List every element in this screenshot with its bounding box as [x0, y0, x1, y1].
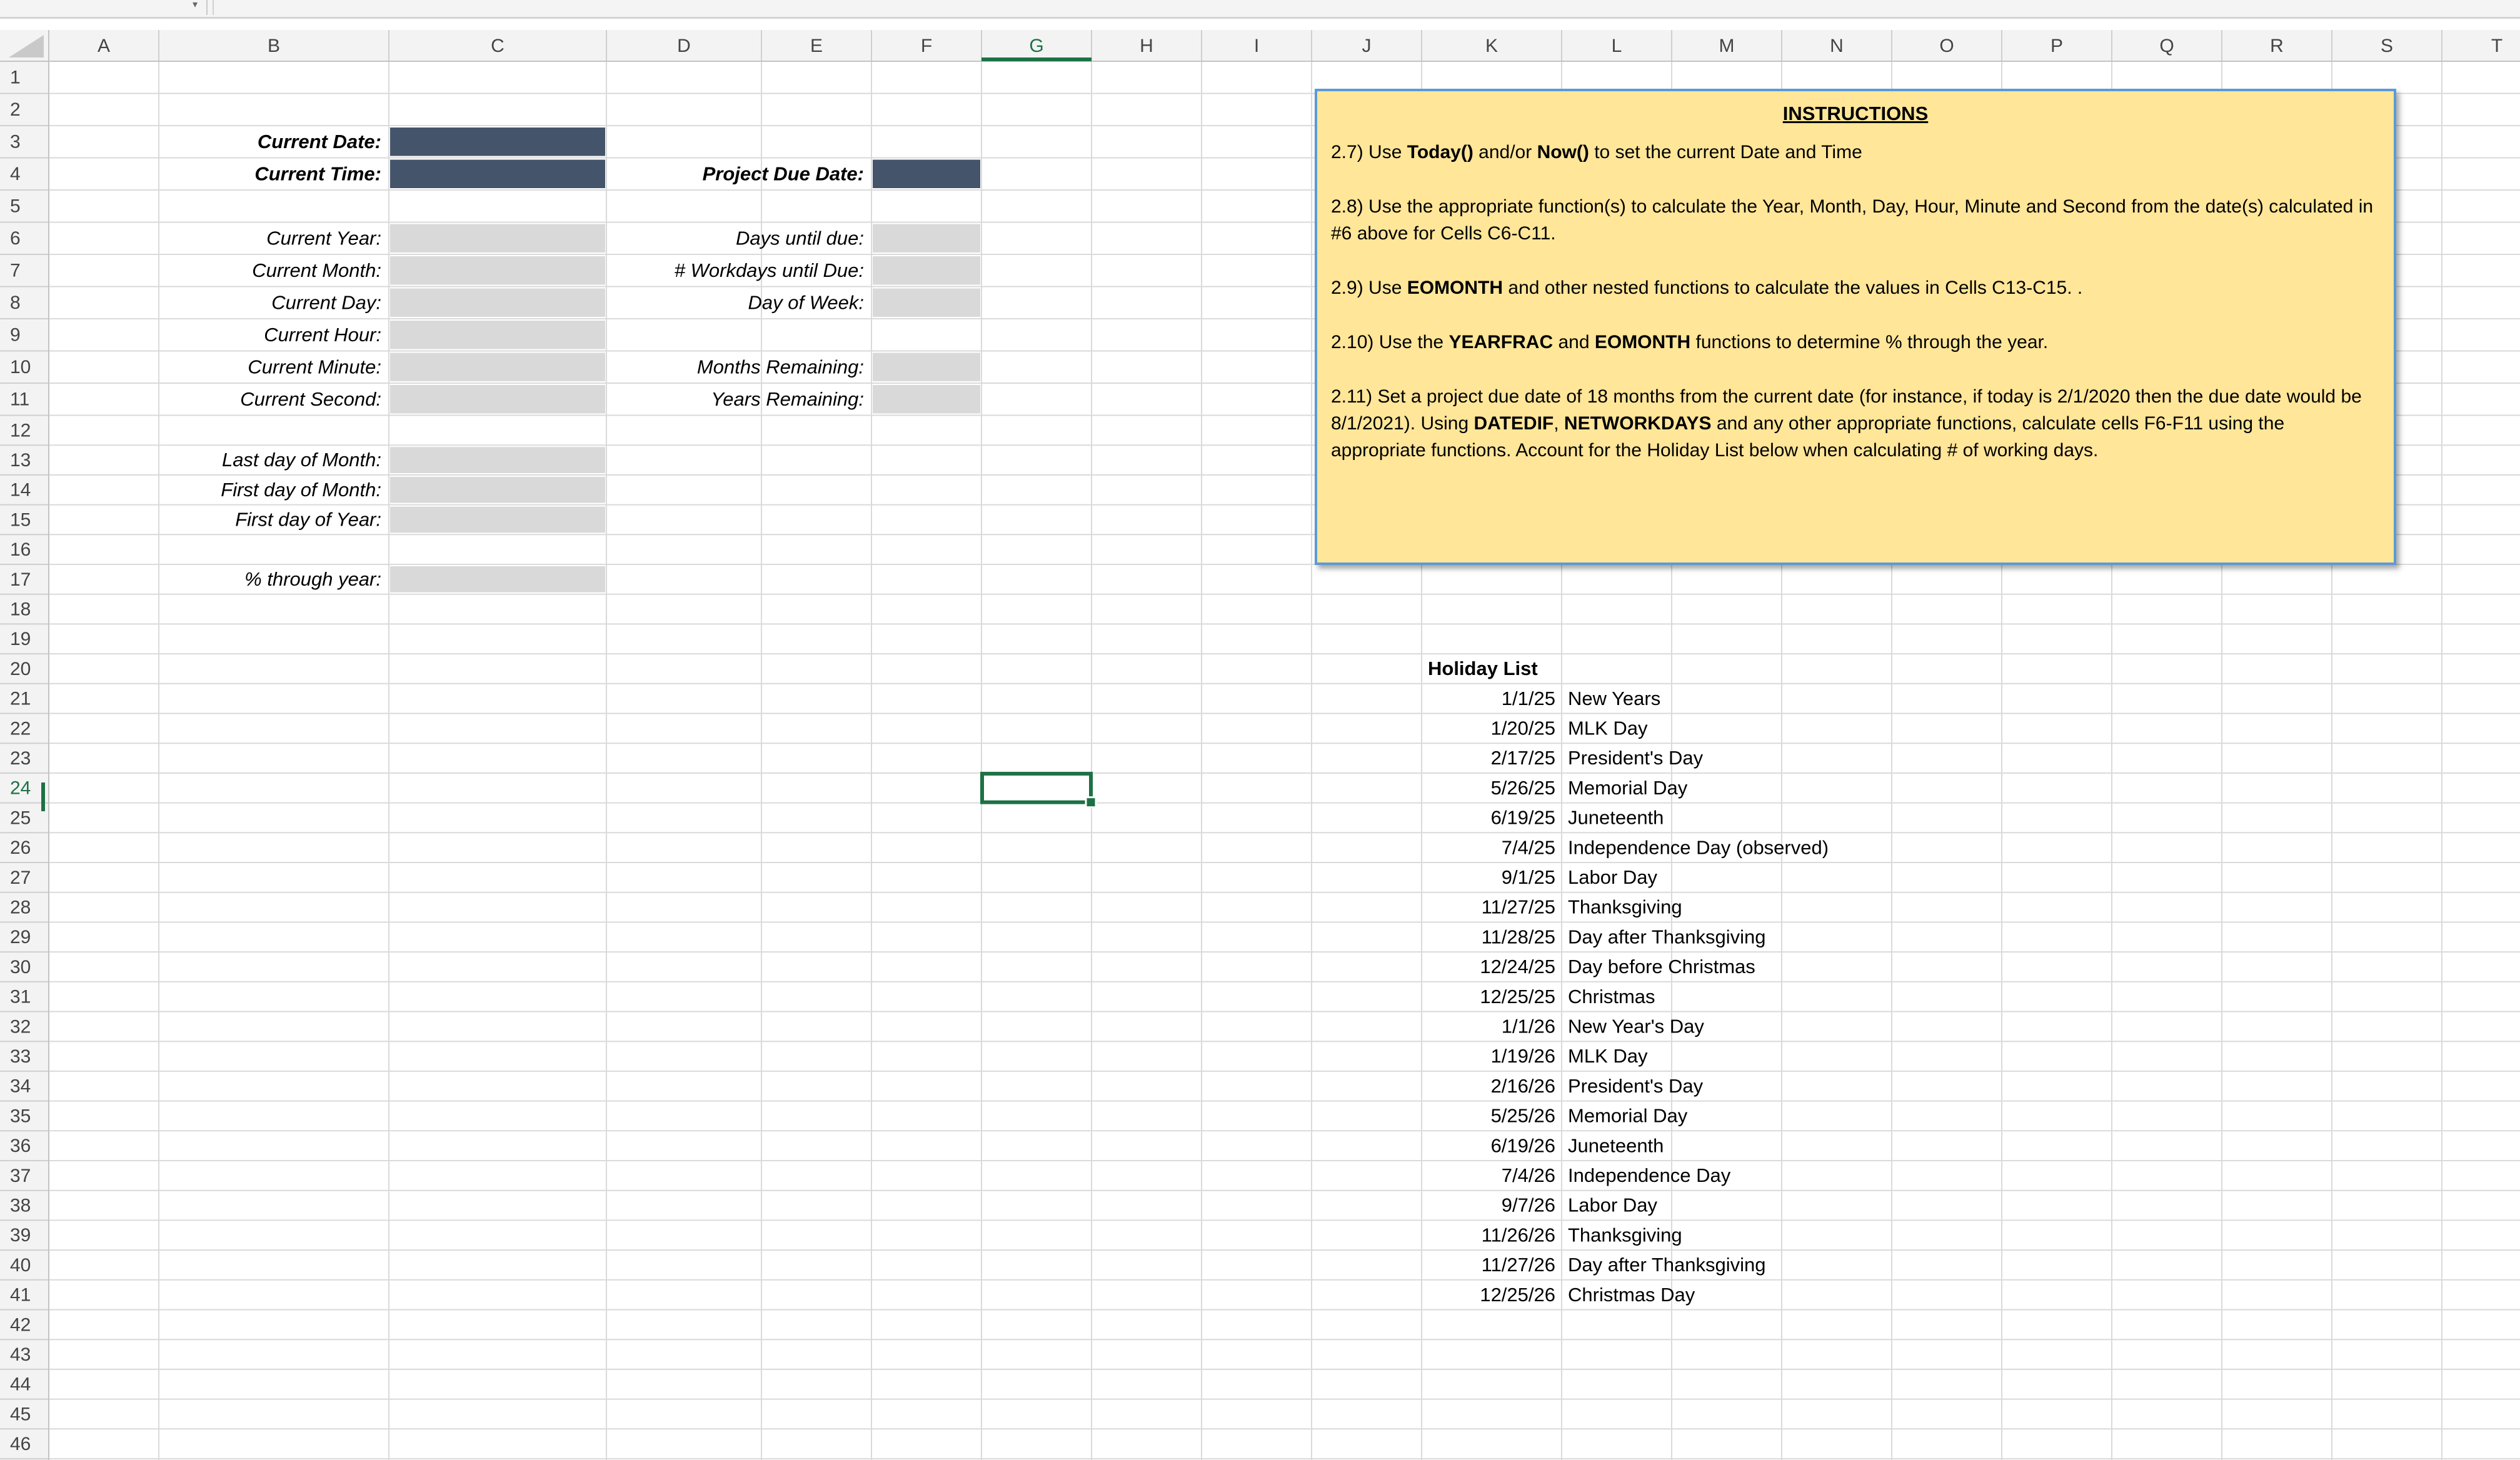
holiday-date: 9/1/25	[1501, 866, 1555, 889]
holiday-name: Independence Day	[1568, 1164, 1731, 1187]
row-header-17[interactable]: 17	[10, 569, 31, 590]
row-header-14[interactable]: 14	[10, 479, 31, 501]
row-header-34[interactable]: 34	[10, 1076, 31, 1097]
label-b15: First day of Year:	[235, 508, 381, 531]
input-cell-c14[interactable]	[390, 477, 605, 503]
input-cell-c6[interactable]	[390, 224, 605, 253]
row-header-1[interactable]: 1	[10, 67, 21, 88]
holiday-date: 12/25/25	[1480, 985, 1555, 1008]
holiday-date: 5/25/26	[1490, 1104, 1555, 1127]
row-header-43[interactable]: 43	[10, 1344, 31, 1365]
label-e7: # Workdays until Due:	[674, 259, 864, 281]
input-cell-c11[interactable]	[390, 385, 605, 414]
holiday-date: 5/26/25	[1490, 776, 1555, 799]
holiday-date: 11/27/25	[1481, 896, 1555, 918]
input-cell-c17[interactable]	[390, 566, 605, 592]
column-header-g[interactable]: G	[1029, 35, 1044, 56]
column-header-d[interactable]: D	[677, 35, 691, 56]
holiday-name: Thanksgiving	[1568, 1224, 1682, 1246]
label-b9: Current Hour:	[264, 323, 381, 346]
row-header-18[interactable]: 18	[10, 599, 31, 620]
holiday-name: Labor Day	[1568, 866, 1658, 889]
column-header-b[interactable]: B	[267, 35, 281, 56]
label-b13: Last day of Month:	[221, 449, 381, 471]
row-header-16[interactable]: 16	[10, 539, 31, 561]
column-header-l[interactable]: L	[1611, 35, 1622, 56]
column-header-q[interactable]: Q	[2159, 35, 2174, 56]
holiday-name: New Year's Day	[1568, 1015, 1704, 1038]
holiday-name: Labor Day	[1568, 1194, 1658, 1216]
holiday-date: 11/26/26	[1481, 1224, 1555, 1246]
row-header-27[interactable]: 27	[10, 867, 31, 888]
column-header-t[interactable]: T	[2491, 35, 2503, 56]
row-header-41[interactable]: 41	[10, 1284, 31, 1306]
holiday-name: Independence Day (observed)	[1568, 836, 1829, 859]
row-header-30[interactable]: 30	[10, 956, 31, 978]
holiday-name: President's Day	[1568, 1074, 1704, 1097]
input-cell-f7[interactable]	[873, 256, 980, 285]
holiday-date: 6/19/25	[1490, 806, 1555, 829]
row-header-10[interactable]: 10	[10, 357, 31, 378]
input-cell-c15[interactable]	[390, 507, 605, 533]
instruction-2-8: 2.8) Use the appropriate function(s) to calculate the Year, Month, Day, Hour, Minute and Second from the date(s) calculated in #6 above for Cells C6-C11.	[1331, 196, 2374, 244]
row-header-9[interactable]: 9	[10, 324, 21, 346]
active-column-indicator	[981, 58, 1092, 61]
row-header-45[interactable]: 45	[10, 1404, 31, 1425]
column-header-o[interactable]: O	[1939, 35, 1954, 56]
holiday-date: 7/4/26	[1501, 1164, 1555, 1187]
holiday-name: New Years	[1568, 687, 1661, 709]
holiday-date: 2/16/26	[1490, 1074, 1555, 1097]
row-header-42[interactable]: 42	[10, 1314, 31, 1336]
input-cell-f8[interactable]	[873, 289, 980, 318]
label-b11: Current Second:	[240, 388, 381, 410]
row-header-6[interactable]: 6	[10, 228, 21, 249]
row-header-20[interactable]: 20	[10, 658, 31, 679]
row-header-25[interactable]: 25	[10, 808, 31, 829]
row-header-21[interactable]: 21	[10, 688, 31, 709]
chevron-down-icon[interactable]: ▾	[192, 0, 198, 10]
row-header-19[interactable]: 19	[10, 629, 31, 650]
input-cell-f4[interactable]	[873, 160, 980, 189]
row-header-46[interactable]: 46	[10, 1434, 31, 1455]
instruction-2-11: 2.11) Set a project due date of 18 months from the current date (for instance, if today is 2/1/2020 then the due date would be 8/1/2021). Using DATEDIF, NETWORKDAYS and any other appropriate functions, calculate cells F6-F11 using the appropriate functions. Account for the Holiday List below when calculating # of working days.	[1331, 386, 2362, 461]
holiday-name: President's Day	[1568, 747, 1704, 769]
row-header-3[interactable]: 3	[10, 131, 21, 152]
column-header-c[interactable]: C	[491, 35, 505, 56]
holiday-date: 1/20/25	[1490, 717, 1555, 739]
holiday-name: Memorial Day	[1568, 776, 1688, 799]
row-header-32[interactable]: 32	[10, 1016, 31, 1038]
holiday-date: 6/19/26	[1490, 1134, 1555, 1157]
column-header-f[interactable]: F	[920, 35, 933, 56]
holiday-date: 11/28/25	[1481, 926, 1555, 948]
row-header-11[interactable]: 11	[10, 389, 30, 410]
holiday-name: Christmas Day	[1568, 1283, 1695, 1306]
holiday-name: MLK Day	[1568, 1045, 1648, 1068]
label-e10: Months Remaining:	[696, 356, 864, 378]
label-b7: Current Month:	[252, 259, 381, 281]
row-header-4[interactable]: 4	[10, 164, 21, 185]
label-e11: Years Remaining:	[711, 388, 864, 410]
holiday-name: Day after Thanksgiving	[1568, 1254, 1766, 1276]
row-header-35[interactable]: 35	[10, 1106, 31, 1127]
holiday-name: Christmas	[1568, 985, 1655, 1008]
holiday-date: 12/24/25	[1480, 956, 1555, 978]
holiday-name: Juneteenth	[1568, 806, 1664, 829]
column-header-m[interactable]: M	[1719, 35, 1735, 56]
holiday-date: 11/27/26	[1481, 1254, 1555, 1276]
holiday-name: Thanksgiving	[1568, 896, 1682, 918]
label-e8: Day of Week:	[748, 291, 864, 314]
column-header-e[interactable]: E	[810, 35, 823, 56]
row-header-28[interactable]: 28	[10, 897, 31, 918]
row-header-31[interactable]: 31	[10, 986, 31, 1008]
row-header-36[interactable]: 36	[10, 1136, 31, 1157]
column-header-bar	[0, 30, 2520, 61]
input-cell-c10[interactable]	[390, 353, 605, 382]
selected-cell-g24[interactable]	[982, 774, 1091, 802]
input-cell-c9[interactable]	[390, 321, 605, 349]
fill-handle[interactable]	[1086, 798, 1096, 808]
column-header-r[interactable]: R	[2270, 35, 2284, 56]
input-cell-c7[interactable]	[390, 256, 605, 285]
row-header-8[interactable]: 8	[10, 292, 21, 314]
instructions-title: INSTRUCTIONS	[1782, 102, 1929, 124]
row-header-23[interactable]: 23	[10, 748, 31, 769]
label-e6: Days until due:	[735, 227, 864, 249]
row-header-7[interactable]: 7	[10, 260, 21, 281]
instruction-2-7: 2.7) Use Today() and/or Now() to set the current Date and Time	[1331, 142, 1862, 162]
label-e4: Project Due Date:	[702, 162, 864, 185]
column-header-a[interactable]: A	[97, 35, 111, 56]
holiday-name: MLK Day	[1568, 717, 1648, 739]
label-b10: Current Minute:	[248, 356, 381, 378]
row-header-38[interactable]: 38	[10, 1195, 31, 1216]
column-header-h[interactable]: H	[1140, 35, 1153, 56]
instruction-2-10: 2.10) Use the YEARFRAC and EOMONTH functions to determine % through the year.	[1331, 332, 2049, 352]
row-header-12[interactable]: 12	[10, 420, 31, 441]
holiday-date: 1/1/26	[1501, 1015, 1555, 1038]
row-header-13[interactable]: 13	[10, 449, 31, 471]
input-cell-f10[interactable]	[873, 353, 980, 382]
label-b8: Current Day:	[271, 291, 381, 314]
row-header-37[interactable]: 37	[10, 1165, 31, 1186]
row-header-24[interactable]: 24	[10, 778, 31, 799]
row-header-5[interactable]: 5	[10, 196, 21, 217]
holiday-name: Memorial Day	[1568, 1104, 1688, 1127]
label-b3: Current Date:	[257, 130, 381, 152]
row-header-44[interactable]: 44	[10, 1374, 31, 1395]
instruction-2-9: 2.9) Use EOMONTH and other nested functions to calculate the values in Cells C13-C15. .	[1331, 278, 2083, 298]
column-header-k[interactable]: K	[1485, 35, 1498, 56]
column-header-p[interactable]: P	[2050, 35, 2064, 56]
holiday-date: 2/17/25	[1490, 747, 1555, 769]
column-header-n[interactable]: N	[1830, 35, 1844, 56]
input-cell-c13[interactable]	[390, 447, 605, 473]
holiday-date: 9/7/26	[1501, 1194, 1555, 1216]
holiday-date: 1/1/25	[1501, 687, 1555, 709]
holiday-date: 12/25/26	[1480, 1283, 1555, 1306]
column-header-j[interactable]: J	[1362, 35, 1372, 56]
active-row-indicator	[41, 782, 45, 811]
row-header-39[interactable]: 39	[10, 1225, 31, 1246]
row-header-33[interactable]: 33	[10, 1046, 31, 1067]
input-cell-c3[interactable]	[390, 128, 605, 156]
holiday-name: Juneteenth	[1568, 1134, 1664, 1157]
label-b6: Current Year:	[266, 227, 381, 249]
instructions-textbox[interactable]	[1315, 89, 2396, 565]
holiday-name: Day after Thanksgiving	[1568, 926, 1766, 948]
holiday-list-title: Holiday List	[1428, 658, 1538, 680]
input-cell-f11[interactable]	[873, 385, 980, 414]
column-header-s[interactable]: S	[2380, 35, 2394, 56]
holiday-name: Day before Christmas	[1568, 956, 1755, 978]
label-b17: % through year:	[244, 568, 381, 591]
label-b14: First day of Month:	[221, 478, 381, 501]
input-cell-c4[interactable]	[390, 160, 605, 189]
input-cell-f6[interactable]	[873, 224, 980, 253]
row-header-29[interactable]: 29	[10, 927, 31, 948]
row-header-22[interactable]: 22	[10, 718, 31, 739]
holiday-date: 1/19/26	[1490, 1045, 1555, 1068]
row-header-2[interactable]: 2	[10, 99, 21, 121]
row-header-26[interactable]: 26	[10, 838, 31, 859]
column-header-i[interactable]: I	[1253, 35, 1260, 56]
label-b4: Current Time:	[254, 162, 381, 185]
row-header-15[interactable]: 15	[10, 509, 31, 531]
row-header-40[interactable]: 40	[10, 1254, 31, 1276]
input-cell-c8[interactable]	[390, 289, 605, 318]
holiday-date: 7/4/25	[1501, 836, 1555, 859]
